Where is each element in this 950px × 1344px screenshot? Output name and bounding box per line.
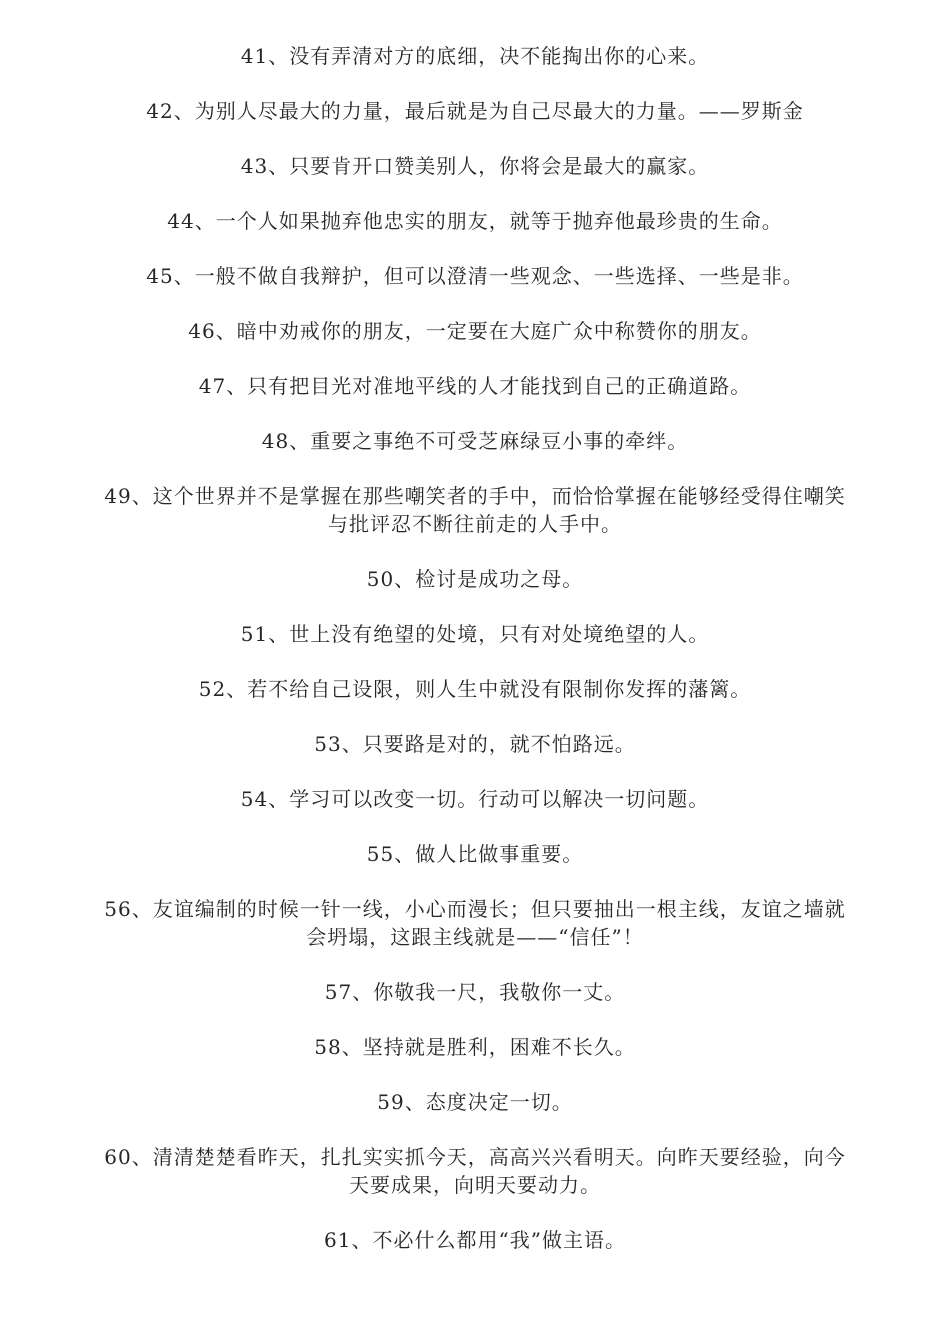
quote-59: 59、态度决定一切。 [377,1090,573,1114]
quote-48: 48、重要之事绝不可受芝麻绿豆小事的牵绊。 [261,429,689,453]
quote-60: 60、清清楚楚看昨天，扎扎实实抓今天，高高兴兴看明天。向昨天要经验，向今天要成果，向明天要动力。 [104,1145,846,1197]
quote-54: 54、学习可以改变一切。行动可以解决一切问题。 [240,787,710,811]
quote-list [100,42,850,1281]
quote-58: 58、坚持就是胜利，困难不长久。 [314,1035,636,1059]
quote-45: 45、一般不做自我辩护，但可以澄清一些观念、一些选择、一些是非。 [146,264,804,288]
quote-56: 56、友谊编制的时候一针一线，小心而漫长；但只要抽出一根主线，友谊之墙就会坍塌，这跟主线就是——“信任”！ [104,897,846,949]
quote-49: 49、这个世界并不是掌握在那些嘲笑者的手中，而恰恰掌握在能够经受得住嘲笑与批评忍不断往前走的人手中。 [104,484,846,536]
quote-51: 51、世上没有绝望的处境，只有对处境绝望的人。 [240,622,710,646]
quote-41: 41、没有弄清对方的底细，决不能掏出你的心来。 [240,44,710,68]
quote-42: 42、为别人尽最大的力量，最后就是为自己尽最大的力量。——罗斯金 [146,99,804,123]
quote-50: 50、检讨是成功之母。 [366,567,584,591]
quote-44: 44、一个人如果抛弃他忠实的朋友，就等于抛弃他最珍贵的生命。 [167,209,783,233]
quote-52: 52、若不给自己设限，则人生中就没有限制你发挥的藩篱。 [198,677,752,701]
quote-46: 46、暗中劝戒你的朋友，一定要在大庭广众中称赞你的朋友。 [188,319,762,343]
quote-61: 61、不必什么都用“我”做主语。 [324,1228,626,1252]
quote-47: 47、只有把目光对准地平线的人才能找到自己的正确道路。 [198,374,752,398]
quote-55: 55、做人比做事重要。 [366,842,584,866]
quote-43: 43、只要肯开口赞美别人，你将会是最大的赢家。 [240,154,710,178]
quote-53: 53、只要路是对的，就不怕路远。 [314,732,636,756]
quote-57: 57、你敬我一尺，我敬你一丈。 [324,980,626,1004]
